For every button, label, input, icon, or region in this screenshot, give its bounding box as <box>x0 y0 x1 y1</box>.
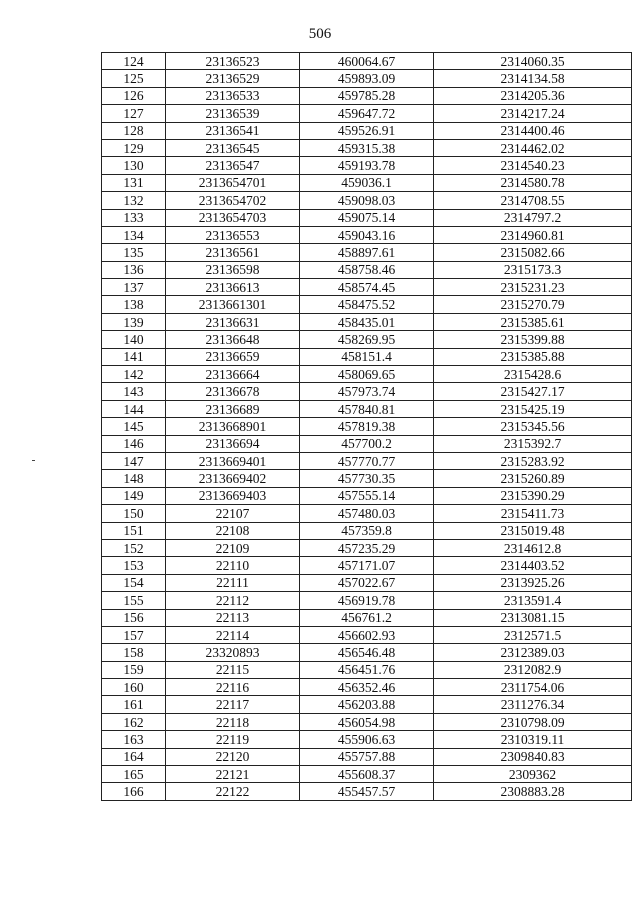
point-id-cell: 22117 <box>166 696 300 713</box>
point-id-cell: 22110 <box>166 557 300 574</box>
table-row <box>102 157 632 174</box>
row-index-cell: 159 <box>102 661 166 678</box>
y-coordinate-cell: 2314797.2 <box>434 209 632 226</box>
table-row <box>102 192 632 209</box>
x-coordinate-cell: 459098.03 <box>300 192 434 209</box>
row-index-cell: 126 <box>102 87 166 104</box>
y-coordinate-cell: 2314134.58 <box>434 70 632 87</box>
row-index-cell: 154 <box>102 574 166 591</box>
y-coordinate-cell: 2313591.4 <box>434 592 632 609</box>
row-index-cell: 139 <box>102 313 166 330</box>
point-id-cell: 23136648 <box>166 331 300 348</box>
row-index-cell: 152 <box>102 539 166 556</box>
x-coordinate-cell: 455608.37 <box>300 766 434 783</box>
y-coordinate-cell: 2314580.78 <box>434 174 632 191</box>
row-index-cell: 162 <box>102 713 166 730</box>
x-coordinate-cell: 459526.91 <box>300 122 434 139</box>
table-row <box>102 748 632 765</box>
table-row <box>102 139 632 156</box>
x-coordinate-cell: 456546.48 <box>300 644 434 661</box>
point-id-cell: 2313668901 <box>166 418 300 435</box>
point-id-cell: 22116 <box>166 679 300 696</box>
point-id-cell: 22111 <box>166 574 300 591</box>
x-coordinate-cell: 456352.46 <box>300 679 434 696</box>
y-coordinate-cell: 2315345.56 <box>434 418 632 435</box>
x-coordinate-cell: 458151.4 <box>300 348 434 365</box>
x-coordinate-cell: 456054.98 <box>300 713 434 730</box>
x-coordinate-cell: 460064.67 <box>300 53 434 70</box>
table-row <box>102 522 632 539</box>
row-index-cell: 150 <box>102 505 166 522</box>
y-coordinate-cell: 2314960.81 <box>434 226 632 243</box>
table-row <box>102 209 632 226</box>
y-coordinate-cell: 2314540.23 <box>434 157 632 174</box>
y-coordinate-cell: 2314217.24 <box>434 105 632 122</box>
y-coordinate-cell: 2310798.09 <box>434 713 632 730</box>
y-coordinate-cell: 2315425.19 <box>434 400 632 417</box>
table-row <box>102 87 632 104</box>
point-id-cell: 22119 <box>166 731 300 748</box>
y-coordinate-cell: 2312082.9 <box>434 661 632 678</box>
y-coordinate-cell: 2315260.89 <box>434 470 632 487</box>
point-id-cell: 23136523 <box>166 53 300 70</box>
row-index-cell: 155 <box>102 592 166 609</box>
x-coordinate-cell: 459315.38 <box>300 139 434 156</box>
table-row <box>102 661 632 678</box>
table-row <box>102 244 632 261</box>
x-coordinate-cell: 458435.01 <box>300 313 434 330</box>
point-id-cell: 23136547 <box>166 157 300 174</box>
y-coordinate-cell: 2314612.8 <box>434 539 632 556</box>
y-coordinate-cell: 2314205.36 <box>434 87 632 104</box>
point-id-cell: 22115 <box>166 661 300 678</box>
row-index-cell: 124 <box>102 53 166 70</box>
table-row <box>102 122 632 139</box>
table-row <box>102 609 632 626</box>
row-index-cell: 164 <box>102 748 166 765</box>
x-coordinate-cell: 459647.72 <box>300 105 434 122</box>
point-id-cell: 23136598 <box>166 261 300 278</box>
x-coordinate-cell: 456919.78 <box>300 592 434 609</box>
table-row <box>102 713 632 730</box>
y-coordinate-cell: 2308883.28 <box>434 783 632 800</box>
table-row <box>102 296 632 313</box>
row-index-cell: 128 <box>102 122 166 139</box>
row-index-cell: 163 <box>102 731 166 748</box>
point-id-cell: 23136664 <box>166 366 300 383</box>
y-coordinate-cell: 2314403.52 <box>434 557 632 574</box>
table-row <box>102 53 632 70</box>
row-index-cell: 144 <box>102 400 166 417</box>
point-id-cell: 2313654702 <box>166 192 300 209</box>
y-coordinate-cell: 2314060.35 <box>434 53 632 70</box>
point-id-cell: 2313669401 <box>166 452 300 469</box>
point-id-cell: 22109 <box>166 539 300 556</box>
table-row <box>102 679 632 696</box>
y-coordinate-cell: 2315283.92 <box>434 452 632 469</box>
x-coordinate-cell: 459893.09 <box>300 70 434 87</box>
x-coordinate-cell: 457022.67 <box>300 574 434 591</box>
table-row <box>102 644 632 661</box>
x-coordinate-cell: 456203.88 <box>300 696 434 713</box>
table-row <box>102 592 632 609</box>
row-index-cell: 142 <box>102 366 166 383</box>
row-index-cell: 140 <box>102 331 166 348</box>
y-coordinate-cell: 2312389.03 <box>434 644 632 661</box>
x-coordinate-cell: 459043.16 <box>300 226 434 243</box>
point-id-cell: 23136689 <box>166 400 300 417</box>
x-coordinate-cell: 457480.03 <box>300 505 434 522</box>
table-row <box>102 696 632 713</box>
x-coordinate-cell: 457840.81 <box>300 400 434 417</box>
x-coordinate-cell: 455457.57 <box>300 783 434 800</box>
point-id-cell: 23136613 <box>166 279 300 296</box>
point-id-cell: 23136694 <box>166 435 300 452</box>
point-id-cell: 23136659 <box>166 348 300 365</box>
y-coordinate-cell: 2314400.46 <box>434 122 632 139</box>
x-coordinate-cell: 458475.52 <box>300 296 434 313</box>
coordinates-table-body <box>102 53 632 801</box>
y-coordinate-cell: 2315411.73 <box>434 505 632 522</box>
row-index-cell: 158 <box>102 644 166 661</box>
row-index-cell: 157 <box>102 626 166 643</box>
row-index-cell: 131 <box>102 174 166 191</box>
x-coordinate-cell: 459193.78 <box>300 157 434 174</box>
row-index-cell: 129 <box>102 139 166 156</box>
coordinates-table <box>101 52 632 801</box>
y-coordinate-cell: 2313081.15 <box>434 609 632 626</box>
table-row <box>102 574 632 591</box>
row-index-cell: 146 <box>102 435 166 452</box>
table-row <box>102 766 632 783</box>
x-coordinate-cell: 457973.74 <box>300 383 434 400</box>
x-coordinate-cell: 458758.46 <box>300 261 434 278</box>
y-coordinate-cell: 2315428.6 <box>434 366 632 383</box>
table-row <box>102 383 632 400</box>
point-id-cell: 22114 <box>166 626 300 643</box>
x-coordinate-cell: 457819.38 <box>300 418 434 435</box>
table-row <box>102 731 632 748</box>
table-row <box>102 470 632 487</box>
table-row <box>102 366 632 383</box>
point-id-cell: 2313654701 <box>166 174 300 191</box>
x-coordinate-cell: 457171.07 <box>300 557 434 574</box>
x-coordinate-cell: 456761.2 <box>300 609 434 626</box>
y-coordinate-cell: 2310319.11 <box>434 731 632 748</box>
row-index-cell: 132 <box>102 192 166 209</box>
y-coordinate-cell: 2315427.17 <box>434 383 632 400</box>
point-id-cell: 2313669403 <box>166 487 300 504</box>
point-id-cell: 22120 <box>166 748 300 765</box>
table-row <box>102 105 632 122</box>
point-id-cell: 2313654703 <box>166 209 300 226</box>
margin-mark <box>32 460 35 461</box>
point-id-cell: 23136678 <box>166 383 300 400</box>
x-coordinate-cell: 455757.88 <box>300 748 434 765</box>
table-row <box>102 418 632 435</box>
row-index-cell: 127 <box>102 105 166 122</box>
row-index-cell: 153 <box>102 557 166 574</box>
point-id-cell: 23136545 <box>166 139 300 156</box>
point-id-cell: 2313669402 <box>166 470 300 487</box>
point-id-cell: 23136529 <box>166 70 300 87</box>
table-row <box>102 174 632 191</box>
table-row <box>102 226 632 243</box>
y-coordinate-cell: 2311276.34 <box>434 696 632 713</box>
y-coordinate-cell: 2315399.88 <box>434 331 632 348</box>
row-index-cell: 134 <box>102 226 166 243</box>
y-coordinate-cell: 2315019.48 <box>434 522 632 539</box>
y-coordinate-cell: 2312571.5 <box>434 626 632 643</box>
table-row <box>102 452 632 469</box>
point-id-cell: 22107 <box>166 505 300 522</box>
page-number: 506 <box>308 26 332 42</box>
row-index-cell: 148 <box>102 470 166 487</box>
point-id-cell: 22118 <box>166 713 300 730</box>
row-index-cell: 145 <box>102 418 166 435</box>
y-coordinate-cell: 2315390.29 <box>434 487 632 504</box>
x-coordinate-cell: 457359.8 <box>300 522 434 539</box>
row-index-cell: 141 <box>102 348 166 365</box>
row-index-cell: 151 <box>102 522 166 539</box>
y-coordinate-cell: 2315231.23 <box>434 279 632 296</box>
y-coordinate-cell: 2309362 <box>434 766 632 783</box>
table-row <box>102 400 632 417</box>
point-id-cell: 22121 <box>166 766 300 783</box>
table-row <box>102 539 632 556</box>
x-coordinate-cell: 459036.1 <box>300 174 434 191</box>
x-coordinate-cell: 457555.14 <box>300 487 434 504</box>
y-coordinate-cell: 2315270.79 <box>434 296 632 313</box>
x-coordinate-cell: 455906.63 <box>300 731 434 748</box>
table-row <box>102 331 632 348</box>
y-coordinate-cell: 2315392.7 <box>434 435 632 452</box>
x-coordinate-cell: 459785.28 <box>300 87 434 104</box>
row-index-cell: 133 <box>102 209 166 226</box>
row-index-cell: 165 <box>102 766 166 783</box>
y-coordinate-cell: 2314462.02 <box>434 139 632 156</box>
point-id-cell: 22113 <box>166 609 300 626</box>
row-index-cell: 130 <box>102 157 166 174</box>
row-index-cell: 136 <box>102 261 166 278</box>
x-coordinate-cell: 456451.76 <box>300 661 434 678</box>
table-row <box>102 313 632 330</box>
point-id-cell: 23136561 <box>166 244 300 261</box>
point-id-cell: 23136631 <box>166 313 300 330</box>
y-coordinate-cell: 2311754.06 <box>434 679 632 696</box>
x-coordinate-cell: 457730.35 <box>300 470 434 487</box>
table-row <box>102 783 632 800</box>
y-coordinate-cell: 2313925.26 <box>434 574 632 591</box>
point-id-cell: 22122 <box>166 783 300 800</box>
point-id-cell: 23136539 <box>166 105 300 122</box>
row-index-cell: 149 <box>102 487 166 504</box>
row-index-cell: 156 <box>102 609 166 626</box>
row-index-cell: 143 <box>102 383 166 400</box>
row-index-cell: 147 <box>102 452 166 469</box>
y-coordinate-cell: 2309840.83 <box>434 748 632 765</box>
row-index-cell: 135 <box>102 244 166 261</box>
point-id-cell: 23136533 <box>166 87 300 104</box>
row-index-cell: 125 <box>102 70 166 87</box>
y-coordinate-cell: 2315173.3 <box>434 261 632 278</box>
table-row <box>102 348 632 365</box>
row-index-cell: 160 <box>102 679 166 696</box>
table-row <box>102 505 632 522</box>
y-coordinate-cell: 2315082.66 <box>434 244 632 261</box>
table-row <box>102 435 632 452</box>
row-index-cell: 138 <box>102 296 166 313</box>
table-row <box>102 626 632 643</box>
table-row <box>102 487 632 504</box>
x-coordinate-cell: 457700.2 <box>300 435 434 452</box>
point-id-cell: 22112 <box>166 592 300 609</box>
y-coordinate-cell: 2315385.61 <box>434 313 632 330</box>
x-coordinate-cell: 458574.45 <box>300 279 434 296</box>
table-row <box>102 261 632 278</box>
row-index-cell: 137 <box>102 279 166 296</box>
point-id-cell: 2313661301 <box>166 296 300 313</box>
x-coordinate-cell: 457770.77 <box>300 452 434 469</box>
row-index-cell: 166 <box>102 783 166 800</box>
x-coordinate-cell: 458069.65 <box>300 366 434 383</box>
table-row <box>102 557 632 574</box>
point-id-cell: 23136553 <box>166 226 300 243</box>
x-coordinate-cell: 457235.29 <box>300 539 434 556</box>
x-coordinate-cell: 456602.93 <box>300 626 434 643</box>
x-coordinate-cell: 458269.95 <box>300 331 434 348</box>
table-row <box>102 279 632 296</box>
y-coordinate-cell: 2315385.88 <box>434 348 632 365</box>
point-id-cell: 23320893 <box>166 644 300 661</box>
x-coordinate-cell: 459075.14 <box>300 209 434 226</box>
y-coordinate-cell: 2314708.55 <box>434 192 632 209</box>
point-id-cell: 23136541 <box>166 122 300 139</box>
x-coordinate-cell: 458897.61 <box>300 244 434 261</box>
row-index-cell: 161 <box>102 696 166 713</box>
point-id-cell: 22108 <box>166 522 300 539</box>
table-row <box>102 70 632 87</box>
